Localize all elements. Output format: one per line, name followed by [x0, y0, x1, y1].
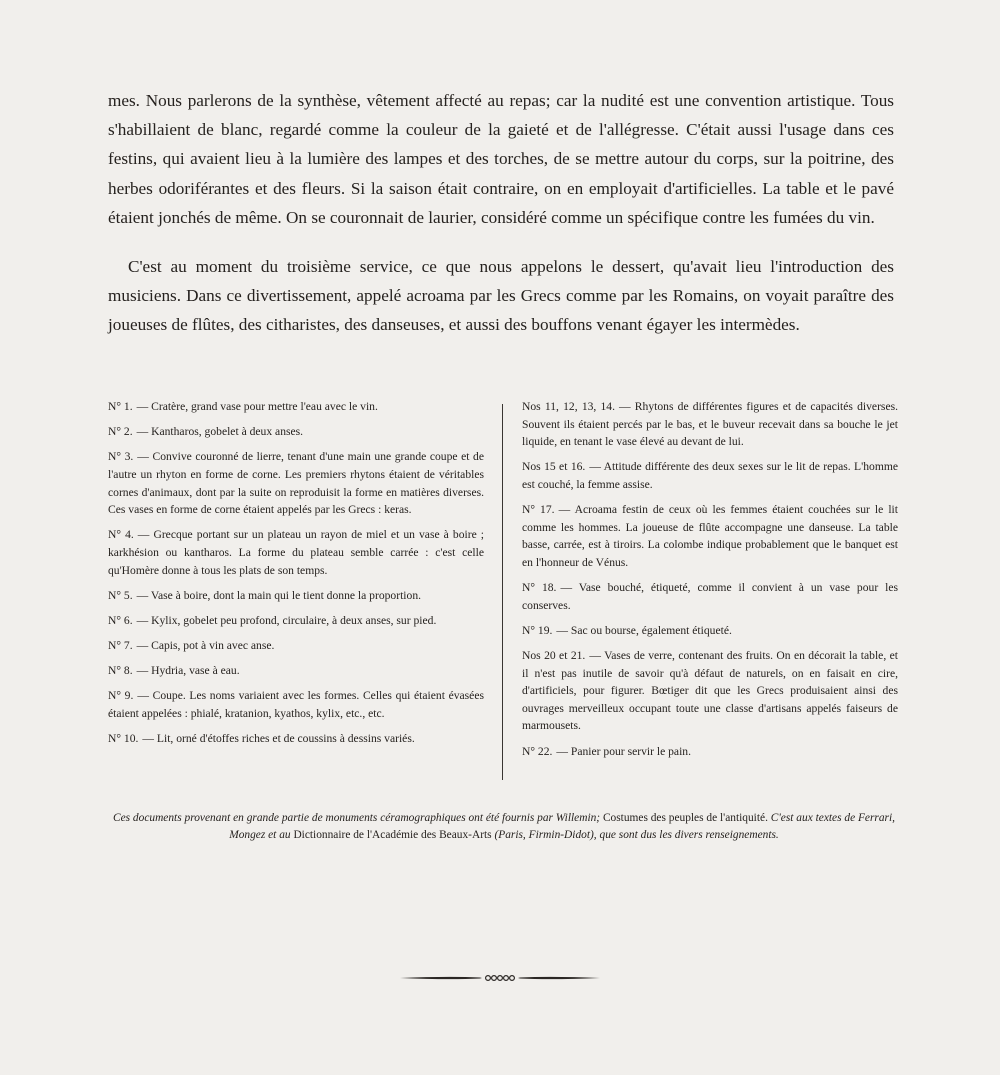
note-number: N° 18. [522, 581, 557, 595]
notes-right-column [522, 398, 898, 768]
note-item [108, 526, 484, 579]
note-number: Nos 15 et 16. [522, 460, 586, 474]
note-number: Nos 20 et 21. [522, 649, 586, 663]
note-number: N° 9. [108, 689, 134, 703]
note-number: N° 4. [108, 528, 134, 542]
note-item [522, 501, 898, 571]
note-text: — Hydria, vase à eau. [136, 664, 240, 678]
note-text: — Convive couronné de lierre, tenant d'une main une grande coupe et de l'autre un rhyton en forme de corne. Les premiers rhytons étaient de véritables cornes d'animaux, dont par la suite on reproduisit la forme en matières diverses. Ces vases en forme de corne étaient appelés par les Grecs : keras. [108, 450, 484, 517]
footnote-part-1: Ces documents provenant en grande partie de monuments céramographiques ont été fournis par Willemin; [113, 812, 601, 824]
note-text: — Acroama festin de ceux où les femmes étaient couchées sur le lit comme les hommes. La joueuse de flûte accompagne une danseuse. La table basse, carrée, est à tiroirs. La colombe indique probablement que le banquet est en l'honneur de Vénus. [522, 503, 898, 569]
notes-left-column [108, 398, 484, 755]
note-text: — Grecque portant sur un plateau un rayon de miel et un vase à boire ; karkhésion ou kantharos. La forme du plateau semble carrée : c'est celle qu'Homère donne à tous les plats de son temps. [108, 528, 485, 577]
note-item [522, 579, 898, 614]
note-item [108, 637, 484, 655]
note-item [522, 398, 898, 451]
footnote [110, 810, 898, 845]
footnote-part-5: (Paris, Firmin-Didot), que sont dus les divers renseignements. [494, 829, 779, 842]
paragraph-2: C'est au moment du troisième service, ce que nous appelons le dessert, qu'avait lieu l'introduction des musiciens. Dans ce divertissement, appelé acroama par les Grecs comme par les Romains, on voyait paraître des joueuses de flûtes, des citharistes, des danseuses, et aussi des bouffons venant égayer les intermèdes. [108, 257, 894, 335]
footnote-part-3: C'est aux textes de Ferrari, Mongez et au [229, 812, 895, 842]
footnote-part-2: Costumes des peuples de l'antiquité. [600, 812, 771, 824]
note-item [108, 587, 484, 605]
note-text: — Attitude différente des deux sexes sur le lit de repas. L'homme est couché, la femme assise. [522, 460, 898, 491]
note-item [108, 398, 484, 416]
note-number: N° 19. [522, 623, 553, 637]
note-item [108, 448, 484, 518]
note-item [522, 622, 898, 640]
note-item [522, 458, 898, 493]
note-text: — Coupe. Les noms variaient avec les formes. Celles qui étaient évasées étaient appelées : phialé, kratanion, kyathos, kylix, etc., etc. [108, 689, 484, 721]
note-number: N° 3. [108, 450, 134, 464]
note-text: — Vase à boire, dont la main qui le tient donne la proportion. [136, 588, 422, 602]
note-item [108, 612, 484, 630]
paragraph-1: mes. Nous parlerons de la synthèse, vêtement affecté au repas; car la nudité est une convention artistique. Tous s'habillaient de blanc, regardé comme la couleur de la gaieté et de l'allégresse. C'était aussi l'usage dans ces festins, qui avaient lieu à la lumière des lampes et des torches, de se mettre autour du corps, sur la poitrine, des herbes odoriférantes et des fleurs. Si la saison était contraire, on en employait d'artificielles. La table et le pavé étaient jonchés de même. On se couronnait de laurier, considéré comme un spécifique contre les fumées du vin. [108, 91, 894, 227]
column-divider [502, 404, 503, 780]
note-item [108, 662, 484, 680]
note-number: Nos 11, 12, 13, 14. [522, 400, 616, 413]
note-text: — Capis, pot à vin avec anse. [136, 639, 275, 653]
note-item [522, 743, 898, 761]
note-text: — Kantharos, gobelet à deux anses. [136, 425, 304, 439]
note-number: N° 7. [108, 639, 133, 653]
ornament-divider [398, 968, 602, 988]
body-text [108, 86, 894, 340]
note-number: N° 22. [522, 744, 553, 758]
note-item [108, 423, 484, 441]
note-number: N° 5. [108, 588, 133, 602]
note-text: — Rhytons de différentes figures et de capacités diverses. Souvent ils étaient percés par le bas, et le buveur recevait dans sa bouche le jet liquide, en tenant le vase élevé au devant de lui. [522, 400, 898, 449]
note-text: — Vases de verre, contenant des fruits. On en décorait la table, et il n'est pas inutile de savoir qu'à défaut de naturels, on en faisait en cire, d'artificiels, pour figurer. Bœtiger dit que les Grecs produisaient ainsi des ouvrages merveilleux occupant toute une classe d'artisans appelés faiseurs de marmousets. [522, 649, 898, 733]
note-text: — Vase bouché, étiqueté, comme il convient à un vase pour les conserves. [522, 581, 898, 612]
note-text: — Kylix, gobelet peu profond, circulaire, à deux anses, sur pied. [136, 613, 437, 627]
note-number: N° 8. [108, 664, 133, 678]
note-number: N° 6. [108, 613, 133, 627]
note-text: — Lit, orné d'étoffes riches et de coussins à dessins variés. [142, 732, 415, 746]
note-text: — Panier pour servir le pain. [556, 744, 691, 758]
note-number: N° 17. [522, 503, 555, 517]
note-number: N° 10. [108, 732, 139, 746]
note-text: — Sac ou bourse, également étiqueté. [556, 623, 732, 637]
note-item [522, 647, 898, 735]
note-number: N° 2. [108, 425, 133, 439]
note-item [108, 687, 484, 722]
note-text: — Cratère, grand vase pour mettre l'eau avec le vin. [136, 400, 378, 413]
footnote-part-4: Dictionnaire de l'Académie des Beaux-Arts [290, 829, 495, 842]
note-number: N° 1. [108, 400, 133, 413]
note-item [108, 730, 484, 748]
